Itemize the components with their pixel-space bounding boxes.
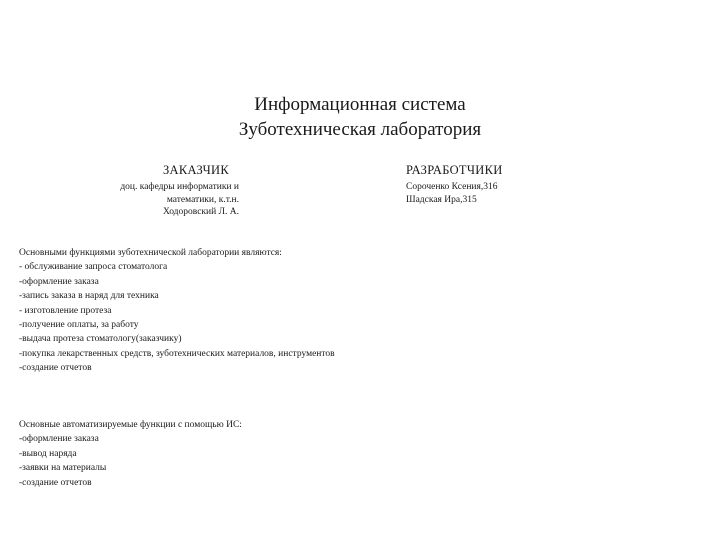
automated-block xyxy=(19,418,242,490)
customer-line: математики, к.т.н. xyxy=(166,194,239,205)
customer-line: Ходоровский Л. А. xyxy=(162,207,239,217)
function-item: - обслуживание запроса стоматолога xyxy=(19,262,168,273)
function-item: - изготовление протеза xyxy=(19,305,112,316)
automated-item: -создание отчетов xyxy=(19,477,92,488)
function-item: -покупка лекарственных средств, зуботехнических материалов, инструментов xyxy=(19,348,335,359)
function-item: -оформление заказа xyxy=(19,276,99,287)
title-line-2: Зуботехническая лаборатория xyxy=(238,119,482,140)
customer-heading: ЗАКАЗЧИК xyxy=(163,163,230,177)
automated-item: -заявки на материалы xyxy=(19,463,107,474)
functions-block xyxy=(19,246,335,376)
customer-details xyxy=(120,181,239,219)
function-item: -выдача протеза стоматологу(заказчику) xyxy=(19,334,182,345)
function-item: -запись заказа в наряд для техника xyxy=(19,291,159,302)
automated-heading: Основные автоматизируемые функции с помощью ИС: xyxy=(19,420,242,430)
developer-line: Сороченко Ксения,316 xyxy=(406,182,498,192)
automated-item: -оформление заказа xyxy=(19,434,99,445)
customer-line: доц. кафедры информатики и xyxy=(120,182,239,192)
functions-heading: Основными функциями зуботехнической лаборатории являются: xyxy=(19,248,282,258)
function-item: -создание отчетов xyxy=(19,363,92,374)
automated-item: -вывод наряда xyxy=(19,448,77,459)
title-line-1: Информационная система xyxy=(254,94,466,115)
developers-details xyxy=(406,181,498,206)
developers-heading: РАЗРАБОТЧИКИ xyxy=(406,163,503,177)
developer-line: Шадская Ира,315 xyxy=(406,194,477,205)
function-item: -получение оплаты, за работу xyxy=(19,320,139,331)
